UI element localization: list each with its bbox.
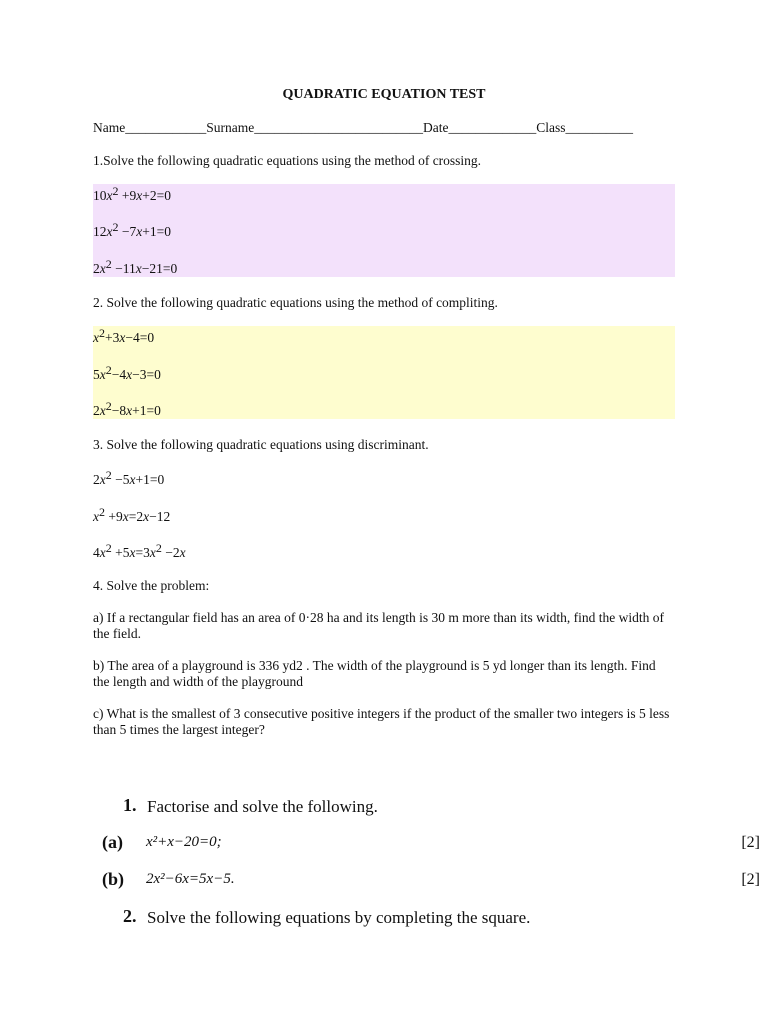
s1-equation-2: $12x^2 -7x+1=0$ (93, 220, 171, 239)
part-a-expression: x²+x−20=0; (146, 834, 222, 850)
s3-equation-1: $2x^2 -5x+1=0$ (93, 468, 165, 487)
s1-equation-1: $10x^2 +9x+2=0$ (93, 184, 171, 203)
question-1-text: Factorise and solve the following. (147, 797, 378, 816)
part-b-marks: [2] (741, 871, 760, 888)
section-2-heading: 2. Solve the following quadratic equations using the method of compliting. (93, 295, 498, 310)
problem-a: a) If a rectangular field has an area of 0·28 ha and its length is 30 m more than its width, find the width of the field. (93, 610, 664, 641)
s2-equation-2: $5x^2-4x-3=0$ (93, 363, 161, 382)
section-1-highlight (93, 184, 675, 277)
question-1-number: 1. (123, 795, 137, 815)
part-a-marks: [2] (741, 834, 760, 851)
page-title: QUADRATIC EQUATION TEST (282, 87, 486, 102)
problem-c: c) What is the smallest of 3 consecutive positive integers if the product of the smaller two integers is 5 less than 5 times the largest integer? (93, 706, 670, 737)
problem-b: b) The area of a playground is 336 yd2 . The width of the playground is 5 yd longer than its length. Find the length and width of the playground (93, 658, 656, 689)
section-2-highlight (93, 326, 675, 419)
s2-equation-3: $2x^2-8x+1=0$ (93, 399, 161, 418)
s3-equation-3: $4x^2 +5x=3x^2 -2x$ (93, 541, 186, 560)
part-a-label: (a) (102, 832, 123, 852)
s1-equation-3: $2x^2 -11x-21=0$ (93, 257, 178, 276)
part-b-expression: 2x²−6x=5x−5. (146, 871, 235, 887)
s2-equation-1: $x^2+3x-4=0$ (93, 326, 155, 345)
part-b-label: (b) (102, 869, 124, 889)
section-3-heading: 3. Solve the following quadratic equations using discriminant. (93, 437, 429, 452)
student-info-line: Name____________Surname_________________________Date_____________Class__________ (93, 120, 633, 135)
section-4-heading: 4. Solve the problem: (93, 578, 210, 593)
s3-equation-2: $x^2 +9x=2x-12$ (93, 505, 171, 524)
question-2-text: Solve the following equations by completing the square. (147, 908, 531, 927)
question-2-number: 2. (123, 906, 137, 926)
section-1-heading: 1.Solve the following quadratic equations using the method of crossing. (93, 153, 482, 168)
